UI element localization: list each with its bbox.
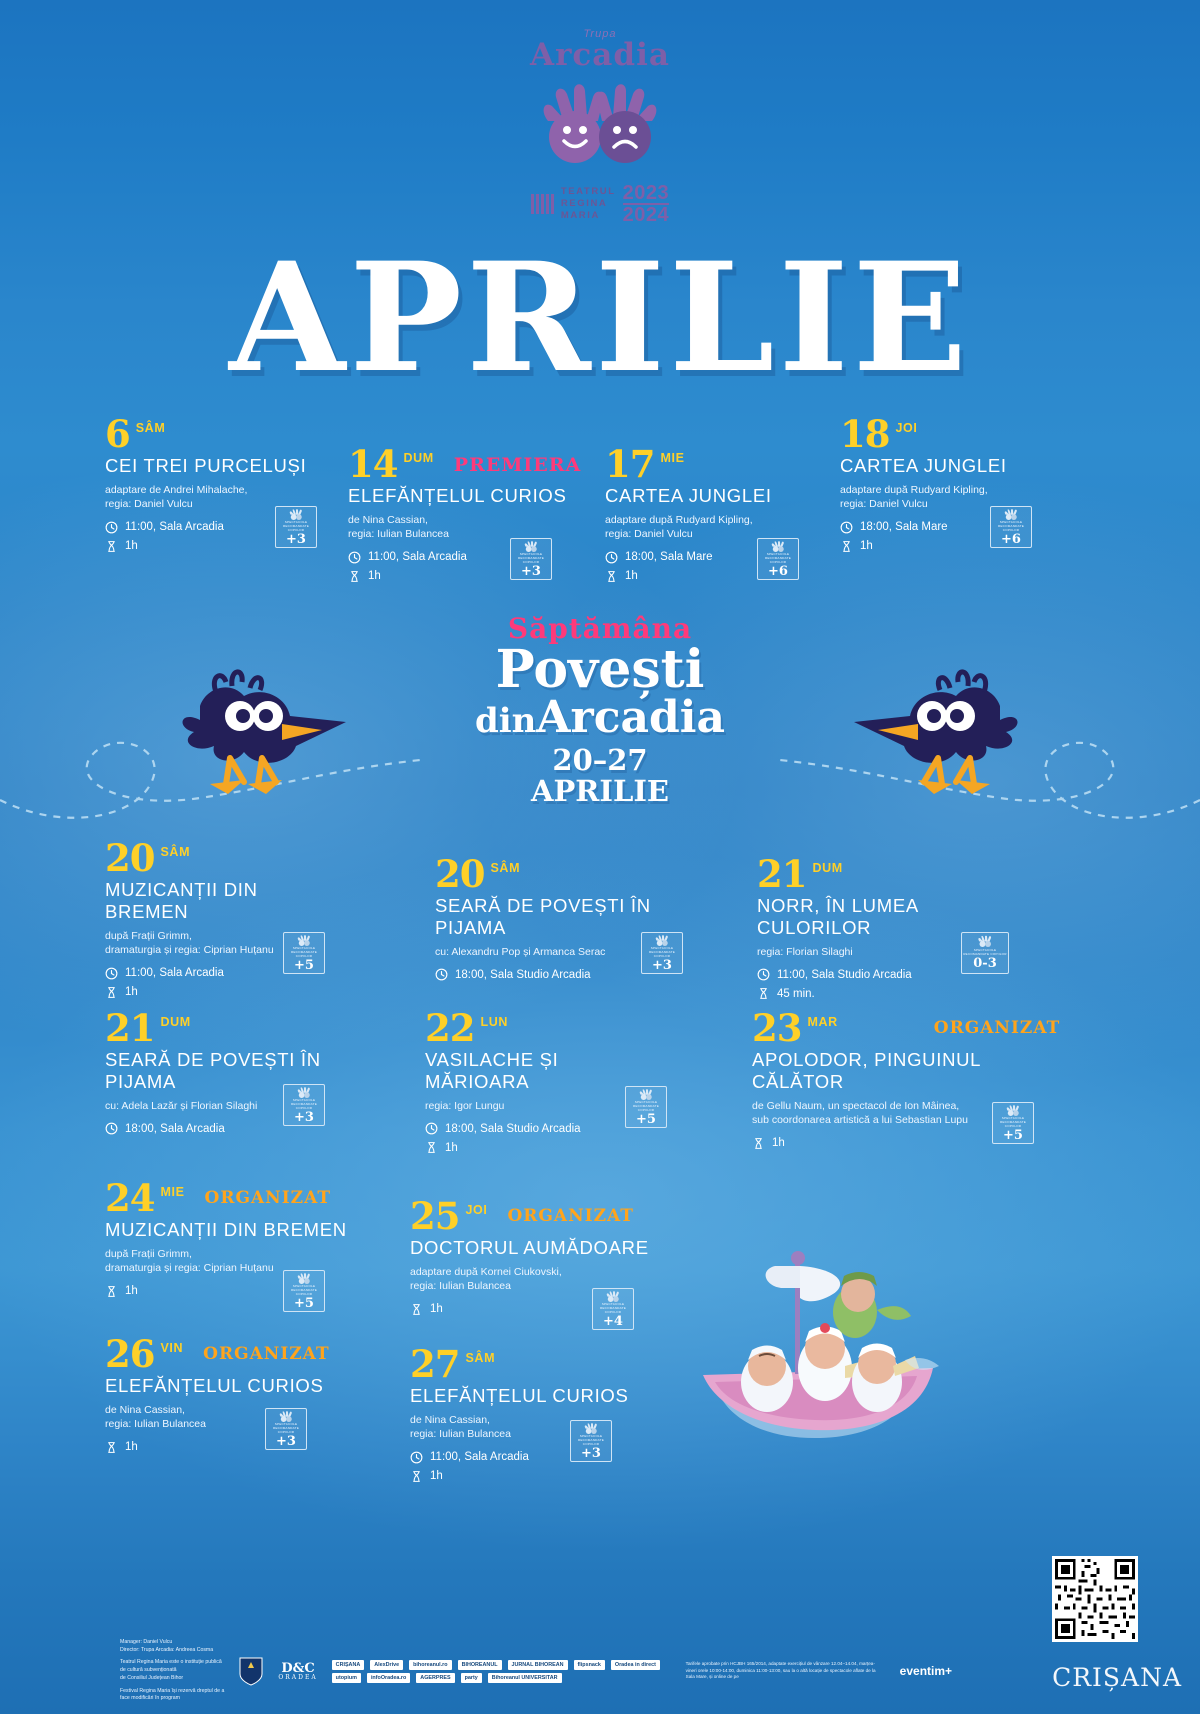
- event-day-number: 26: [105, 1332, 155, 1376]
- event-day-name: DUM: [403, 451, 434, 465]
- partner-logo[interactable]: AlexDrive: [370, 1660, 403, 1670]
- partner-logo[interactable]: Bihoreanul UNIVERSITAR: [488, 1673, 562, 1683]
- event-day-number: 20: [105, 836, 155, 880]
- week-banner-line1: Săptămâna: [507, 612, 693, 645]
- event-duration: [605, 568, 835, 585]
- event-sub-line: cu: Adela Lazăr și Florian Silaghi: [105, 1100, 258, 1113]
- arcadia-hands-mini-icon: [296, 1087, 313, 1098]
- partner-logo[interactable]: JURNAL BIHOREAN: [508, 1660, 568, 1670]
- badge-label: SPECTACOLE RECOMANDATE COPIILOR: [997, 520, 1025, 533]
- partner-logo[interactable]: flipsnack: [574, 1660, 605, 1670]
- status-badge: [990, 506, 1032, 548]
- event-day-name: MIE: [660, 451, 685, 465]
- status-badge: [283, 932, 325, 974]
- footer-credit-line: de cultură subvenționată: [120, 1667, 177, 1674]
- event-title: SEARĂ DE POVEȘTI ÎN PIJAMA: [105, 1049, 321, 1093]
- event-duration: [425, 1139, 665, 1156]
- arcadia-hands-mini-icon: [278, 1411, 295, 1422]
- footer-credit-line: Manager: Daniel Vulcu: [120, 1638, 173, 1645]
- event-card[interactable]: [105, 836, 345, 1001]
- partner-logo[interactable]: Oradea in direct: [611, 1660, 660, 1670]
- event-premiere-tag: PREMIERA: [453, 454, 582, 476]
- event-duration-text: 1h: [430, 1303, 443, 1316]
- theatre-line-3: MARIA: [560, 209, 600, 221]
- week-banner-month: APRILIE: [530, 773, 670, 808]
- event-time: [105, 519, 355, 536]
- event-sub-line: după Frații Grimm,: [105, 1248, 192, 1261]
- event-duration-text: 1h: [625, 570, 638, 583]
- footer-legal: Tarifele aprobate prin HCJBH 165/2014, adaptate exercițiul de vânzare 12.04–14.04, marțea-vineri orele 10:00-14:00, duminica 11:00-13:00, sau la o altă locație de spectacole aflate de la Sala Mare, și online de pe: [685, 1660, 876, 1680]
- arcadia-hands-mini-icon: [288, 509, 305, 520]
- hourglass-icon: [348, 570, 361, 583]
- footer-credit-line: Festival Regina Maria își rezervă dreptul de a: [120, 1687, 225, 1694]
- event-title: CARTEA JUNGLEI: [840, 455, 1007, 477]
- event-sub-line: dramaturgia și regia: Ciprian Huțanu: [105, 944, 274, 957]
- theatre-line-1: TEATRUL: [560, 186, 616, 198]
- event-sub-line: regia: Iulian Bulancea: [410, 1428, 511, 1441]
- clock-icon: [105, 521, 118, 534]
- arcadia-hands-logo-icon: [530, 77, 670, 173]
- event-duration-text: 1h: [430, 1470, 443, 1483]
- partner-logo[interactable]: utopium: [332, 1673, 361, 1683]
- event-day-number: 14: [348, 442, 398, 486]
- event-day-number: 17: [605, 442, 655, 486]
- event-day-name: VIN: [160, 1341, 184, 1355]
- status-badge: [757, 538, 799, 580]
- clock-icon: [425, 1122, 438, 1135]
- event-time: [435, 966, 675, 983]
- event-time-text: 11:00, Sala Arcadia: [125, 521, 224, 534]
- hourglass-icon: [105, 986, 118, 999]
- badge-age: +3: [652, 958, 672, 973]
- badge-label: SPECTACOLE RECOMANDATE COPIILOR: [599, 1302, 627, 1315]
- event-sub-line: regia: Igor Lungu: [425, 1100, 505, 1113]
- event-sub-line: de Nina Cassian,: [348, 514, 428, 527]
- badge-age: 0-3: [973, 955, 997, 971]
- status-badge: [592, 1288, 634, 1330]
- week-banner-arcadia: Arcadia: [536, 692, 726, 744]
- status-badge: [275, 506, 317, 548]
- event-time-text: 18:00, Sala Mare: [625, 551, 713, 564]
- event-time-text: 18:00, Sala Studio Arcadia: [455, 968, 591, 981]
- event-card[interactable]: [752, 1006, 1061, 1152]
- badge-label: SPECTACOLE RECOMANDATE COPIILOR: [282, 520, 310, 533]
- ship-illustration: [655, 1170, 955, 1470]
- event-day-name: MAR: [807, 1015, 838, 1029]
- badge-age: +5: [294, 958, 314, 973]
- event-private-tag: ORGANIZAT: [933, 1018, 1061, 1038]
- badge-label: SPECTACOLE RECOMANDATE COPIILOR: [963, 948, 1007, 956]
- event-day-name: SÂM: [160, 845, 191, 859]
- badge-label: SPECTACOLE RECOMANDATE COPIILOR: [632, 1100, 660, 1113]
- event-day-name: DUM: [812, 861, 843, 875]
- clock-icon: [435, 968, 448, 981]
- event-card[interactable]: [105, 1332, 355, 1456]
- arcadia-hands-mini-icon: [605, 1291, 622, 1302]
- event-day-name: MIE: [160, 1185, 185, 1199]
- badge-label: SPECTACOLE RECOMANDATE COPIILOR: [290, 1098, 318, 1111]
- event-sub-line: regia: Iulian Bulancea: [410, 1280, 511, 1293]
- arcadia-hands-mini-icon: [977, 935, 994, 948]
- status-badge: [992, 1102, 1034, 1144]
- event-card[interactable]: [105, 412, 355, 555]
- sponsor-dc-sub: ORADEA: [278, 1673, 318, 1681]
- event-sub-line: de Gellu Naum, un spectacol de Ion Mâinea,: [752, 1100, 960, 1113]
- partner-logos: [332, 1660, 672, 1683]
- event-sub-line: regia: Daniel Vulcu: [605, 528, 693, 541]
- event-card[interactable]: [757, 852, 1007, 1002]
- event-sub-line: adaptare după Rudyard Kipling,: [840, 484, 988, 497]
- event-sub-line: regia: Florian Silaghi: [757, 946, 853, 959]
- status-badge: [265, 1408, 307, 1450]
- event-duration: [840, 538, 1070, 555]
- event-duration-text: 1h: [772, 1137, 785, 1150]
- hourglass-icon: [105, 1285, 118, 1298]
- clock-icon: [840, 521, 853, 534]
- event-duration-text: 45 min.: [777, 987, 815, 1000]
- page-title: [0, 230, 1200, 406]
- arcadia-hands-mini-icon: [296, 935, 313, 946]
- event-card[interactable]: [410, 1342, 660, 1485]
- event-duration-text: 1h: [860, 540, 873, 553]
- badge-label: SPECTACOLE RECOMANDATE COPIILOR: [290, 1284, 318, 1297]
- event-sub-line: dramaturgia și regia: Ciprian Huțanu: [105, 1262, 274, 1275]
- event-title: ELEFĂNȚELUL CURIOS: [105, 1375, 324, 1397]
- week-banner: [0, 612, 1200, 806]
- event-time: [410, 1449, 660, 1466]
- event-sub-line: adaptare după Rudyard Kipling,: [605, 514, 753, 527]
- event-sub-line: adaptare după Kornei Ciukovski,: [410, 1266, 562, 1279]
- arcadia-hands-mini-icon: [654, 935, 671, 946]
- badge-age: +3: [294, 1110, 314, 1125]
- event-duration: [348, 568, 598, 585]
- event-day-name: SÂM: [135, 421, 166, 435]
- hourglass-icon: [105, 540, 118, 553]
- event-time-text: 18:00, Sala Arcadia: [125, 1122, 225, 1135]
- footer-credit-line: Director: Trupa Arcadia: Andreea Cosma: [120, 1646, 214, 1653]
- hourglass-icon: [105, 1441, 118, 1454]
- event-title: MUZICANȚII DIN BREMEN: [105, 879, 258, 923]
- arcadia-hands-mini-icon: [523, 541, 540, 552]
- event-day-number: 24: [105, 1176, 155, 1220]
- event-card[interactable]: [410, 1194, 660, 1329]
- clock-icon: [410, 1451, 423, 1464]
- event-duration: [105, 538, 355, 555]
- event-time-text: 18:00, Sala Studio Arcadia: [445, 1122, 581, 1135]
- brand-header: [0, 28, 1200, 225]
- event-duration-text: 1h: [368, 570, 381, 583]
- status-badge: [641, 932, 683, 974]
- event-time: [605, 549, 835, 566]
- event-sub-line: regia: Daniel Vulcu: [105, 498, 193, 511]
- event-duration: [410, 1468, 660, 1485]
- clock-icon: [105, 967, 118, 980]
- arcadia-hands-mini-icon: [638, 1089, 655, 1100]
- event-private-tag: ORGANIZAT: [204, 1188, 331, 1208]
- clock-icon: [605, 551, 618, 564]
- week-banner-din: din: [474, 701, 537, 742]
- hourglass-icon: [752, 1137, 765, 1150]
- event-day-number: 23: [752, 1006, 802, 1050]
- event-day-number: 25: [410, 1194, 460, 1238]
- status-badge: [283, 1084, 325, 1126]
- status-badge: [510, 538, 552, 580]
- event-duration: [105, 984, 345, 1001]
- badge-age: +6: [1001, 532, 1021, 547]
- badge-label: SPECTACOLE RECOMANDATE COPIILOR: [517, 552, 545, 565]
- footer-credit-line: de Consiliul Județean Bihor: [120, 1674, 184, 1681]
- event-time: [840, 519, 1070, 536]
- badge-age: +3: [276, 1434, 296, 1449]
- hourglass-icon: [410, 1303, 423, 1316]
- event-time-text: 11:00, Sala Studio Arcadia: [777, 968, 912, 981]
- event-card[interactable]: [425, 1006, 665, 1156]
- season-start: 2023: [622, 182, 670, 204]
- week-banner-range: 20–27: [552, 742, 648, 777]
- footer-credit-line: face modificări în program: [120, 1695, 180, 1702]
- event-sub-line: de Nina Cassian,: [410, 1414, 490, 1427]
- footer-credit-line: Teatrul Regina Maria este o instituție publică: [120, 1659, 222, 1666]
- partner-logo[interactable]: infoOradea.ro: [367, 1673, 410, 1683]
- event-day-name: JOI: [465, 1203, 488, 1217]
- status-badge: [625, 1086, 667, 1128]
- event-card[interactable]: [348, 442, 598, 585]
- event-title: DOCTORUL AUMĂDOARE: [410, 1237, 649, 1259]
- badge-label: SPECTACOLE RECOMANDATE COPIILOR: [764, 552, 792, 565]
- event-time-text: 11:00, Sala Arcadia: [430, 1451, 529, 1464]
- arcadia-hands-mini-icon: [1003, 509, 1020, 520]
- event-private-tag: ORGANIZAT: [507, 1206, 634, 1226]
- badge-age: +3: [521, 564, 541, 579]
- badge-age: +3: [286, 532, 306, 547]
- badge-label: SPECTACOLE RECOMANDATE COPIILOR: [648, 946, 676, 959]
- event-sub-line: după Frații Grimm,: [105, 930, 192, 943]
- event-sub-line: adaptare de Andrei Mihalache,: [105, 484, 248, 497]
- event-title: VASILACHE ȘI MĂRIOARA: [425, 1049, 559, 1093]
- badge-label: SPECTACOLE RECOMANDATE COPIILOR: [577, 1434, 605, 1447]
- hourglass-icon: [410, 1470, 423, 1483]
- week-banner-dates: [0, 742, 1200, 808]
- event-duration: [757, 985, 1007, 1002]
- trupa-label: Trupa: [583, 28, 617, 40]
- event-time-text: 11:00, Sala Arcadia: [125, 967, 224, 980]
- event-card[interactable]: [605, 442, 835, 585]
- badge-age: +6: [768, 564, 788, 579]
- badge-age: +5: [294, 1296, 314, 1311]
- event-day-number: 22: [425, 1006, 475, 1050]
- county-crest-icon: [238, 1656, 264, 1686]
- event-duration-text: 1h: [125, 1285, 138, 1298]
- badge-age: +5: [1003, 1128, 1023, 1143]
- arcadia-hands-mini-icon: [296, 1273, 313, 1284]
- hourglass-icon: [425, 1141, 438, 1154]
- event-day-name: LUN: [480, 1015, 508, 1029]
- hourglass-icon: [757, 987, 770, 1000]
- company-name: Arcadia: [530, 37, 670, 73]
- status-badge: [283, 1270, 325, 1312]
- event-sub-line: regia: Iulian Bulancea: [105, 1418, 206, 1431]
- event-day-number: 21: [757, 852, 807, 896]
- event-day-number: 27: [410, 1342, 460, 1386]
- hourglass-icon: [840, 540, 853, 553]
- watermark-crisana: CRIȘANA: [1052, 1663, 1182, 1692]
- event-title: MUZICANȚII DIN BREMEN: [105, 1219, 347, 1241]
- event-day-number: 21: [105, 1006, 155, 1050]
- event-private-tag: ORGANIZAT: [203, 1344, 330, 1364]
- month-title-text: APRILIE: [229, 230, 971, 406]
- event-sub-line: cu: Alexandru Pop și Armanca Serac: [435, 946, 606, 959]
- event-day-number: 20: [435, 852, 485, 896]
- partner-logo[interactable]: BIHOREANUL: [458, 1660, 502, 1670]
- event-sub-line: regia: Daniel Vulcu: [840, 498, 928, 511]
- event-time: [348, 549, 598, 566]
- theatre-columns-icon: [531, 194, 554, 214]
- event-title: APOLODOR, PINGUINUL CĂLĂTOR: [752, 1049, 981, 1093]
- arcadia-hands-mini-icon: [770, 541, 787, 552]
- event-sub-line: regia: Iulian Bulancea: [348, 528, 449, 541]
- event-day-number: 6: [105, 412, 130, 456]
- footer: [0, 1628, 1200, 1714]
- ticketing-logo[interactable]: eventim+: [899, 1664, 953, 1678]
- arcadia-hands-mini-icon: [583, 1423, 600, 1434]
- event-day-name: JOI: [895, 421, 918, 435]
- event-day-name: SÂM: [490, 861, 521, 875]
- badge-label: SPECTACOLE RECOMANDATE COPIILOR: [290, 946, 318, 959]
- badge-age: +4: [603, 1314, 623, 1329]
- event-day-name: DUM: [160, 1015, 191, 1029]
- event-title: NORR, ÎN LUMEA CULORILOR: [757, 895, 918, 939]
- partner-logo[interactable]: AGERPRES: [416, 1673, 454, 1683]
- event-time-text: 11:00, Sala Arcadia: [368, 551, 467, 564]
- event-title: ELEFĂNȚELUL CURIOS: [348, 485, 567, 507]
- sponsor-dc-name: D&C: [281, 1660, 315, 1676]
- event-duration-text: 1h: [125, 540, 138, 553]
- clock-icon: [105, 1122, 118, 1135]
- season-end: 2024: [622, 204, 670, 226]
- event-duration-text: 1h: [125, 986, 138, 999]
- theatre-line-2: REGINA: [560, 198, 608, 210]
- event-duration: [105, 1439, 355, 1456]
- badge-label: SPECTACOLE RECOMANDATE COPIILOR: [272, 1422, 300, 1435]
- badge-label: SPECTACOLE RECOMANDATE COPIILOR: [999, 1116, 1027, 1129]
- event-title: CARTEA JUNGLEI: [605, 485, 772, 507]
- event-card[interactable]: [840, 412, 1070, 555]
- event-title: SEARĂ DE POVEȘTI ÎN PIJAMA: [435, 895, 651, 939]
- event-title: CEI TREI PURCELUȘI: [105, 455, 307, 477]
- clock-icon: [757, 968, 770, 981]
- badge-age: +5: [636, 1112, 656, 1127]
- arcadia-hands-mini-icon: [1005, 1105, 1022, 1116]
- event-sub-line: de Nina Cassian,: [105, 1404, 185, 1417]
- partner-logo[interactable]: party: [461, 1673, 482, 1683]
- event-sub-line: sub coordonarea artistică a lui Sebastian Lupu: [752, 1114, 968, 1127]
- partner-logo[interactable]: CRIȘANA: [332, 1660, 365, 1670]
- theatre-logo: [0, 183, 1200, 225]
- hourglass-icon: [605, 570, 618, 583]
- event-title: ELEFĂNȚELUL CURIOS: [410, 1385, 629, 1407]
- footer-credits: [120, 1639, 224, 1704]
- season-label: [623, 183, 670, 225]
- event-card[interactable]: [105, 1006, 355, 1137]
- event-card[interactable]: [105, 1176, 355, 1311]
- week-banner-line3: [0, 692, 1200, 744]
- clock-icon: [348, 551, 361, 564]
- event-day-number: 18: [840, 412, 890, 456]
- status-badge: [570, 1420, 612, 1462]
- week-banner-line2: Povești: [495, 639, 705, 700]
- partner-logo[interactable]: bihoreanul.ro: [409, 1660, 451, 1670]
- event-duration-text: 1h: [445, 1141, 458, 1154]
- status-badge: [961, 932, 1009, 974]
- badge-age: +3: [581, 1446, 601, 1461]
- event-day-name: SÂM: [465, 1351, 496, 1365]
- event-time-text: 18:00, Sala Mare: [860, 521, 948, 534]
- sponsor-dc: [278, 1662, 317, 1681]
- event-card[interactable]: [435, 852, 676, 983]
- event-duration-text: 1h: [125, 1441, 138, 1454]
